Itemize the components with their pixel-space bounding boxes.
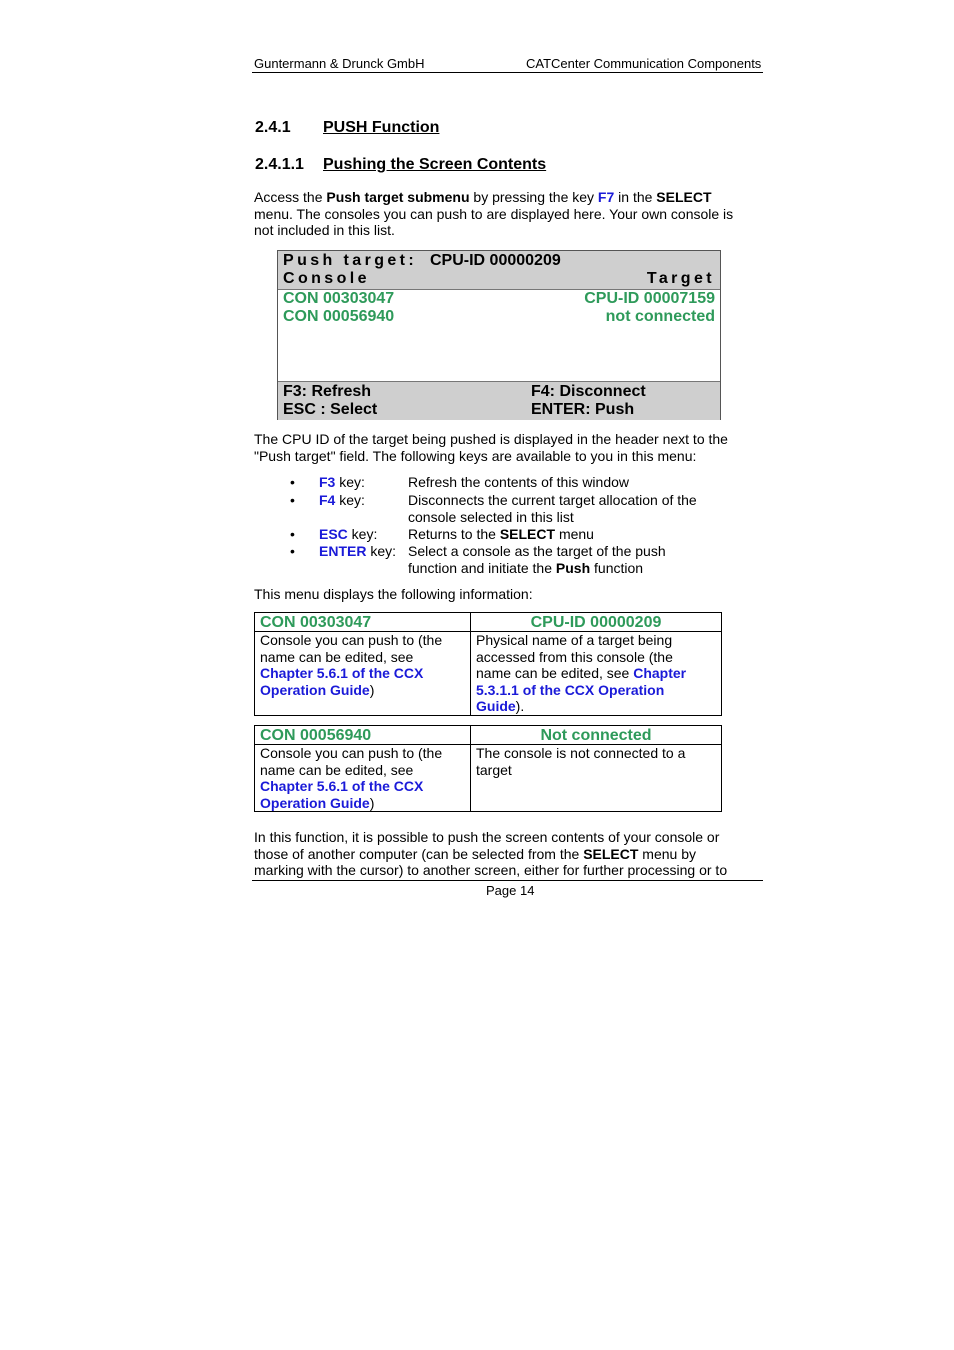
closing-line: In this function, it is possible to push the screen contents of your console or bbox=[254, 829, 720, 845]
screen-title-value: CPU-ID 00000209 bbox=[430, 252, 561, 269]
chapter-link[interactable]: Chapter 5.6.1 of the CCX Operation Guide bbox=[260, 665, 424, 698]
page-number: Page 14 bbox=[486, 883, 535, 898]
push-target-screen bbox=[277, 250, 721, 420]
key-description-line bbox=[408, 560, 728, 577]
intro-text: in the bbox=[614, 189, 657, 205]
header-document-title: CATCenter Communication Components bbox=[526, 56, 762, 71]
key-description-bold: Push bbox=[555, 559, 591, 576]
key-description bbox=[408, 474, 728, 491]
footer-refresh: F3: Refresh bbox=[283, 383, 372, 400]
key-suffix: key: bbox=[335, 492, 365, 508]
subsection-number: 2.4.1.1 bbox=[255, 156, 304, 173]
key-name: ESC bbox=[319, 526, 348, 542]
key-description-text: function and initiate the bbox=[408, 559, 556, 576]
column-console: Console bbox=[283, 270, 370, 287]
key-description-text: Returns to the bbox=[408, 526, 500, 542]
footer-select: ESC : Select bbox=[283, 401, 378, 418]
screen-footer bbox=[278, 381, 720, 420]
section-heading bbox=[255, 119, 439, 137]
closing-text: menu by bbox=[638, 845, 697, 862]
cell-line: name can be edited, see bbox=[260, 648, 414, 665]
screen-header bbox=[278, 251, 720, 290]
key-description-line: Select a console as the target of the push bbox=[408, 543, 666, 559]
displays-intro: This menu displays the following information: bbox=[254, 586, 533, 602]
key-description-text: menu bbox=[555, 526, 594, 542]
section-number: 2.4.1 bbox=[255, 119, 291, 136]
info-table-2 bbox=[254, 725, 722, 812]
key-description-bold: SELECT bbox=[499, 526, 556, 542]
footer-disconnect: F4: Disconnect bbox=[531, 383, 646, 400]
header-rule bbox=[252, 72, 763, 73]
table-cell-console-desc bbox=[255, 745, 471, 812]
chapter-link[interactable]: Chapter 5.6.1 of the CCX Operation Guide bbox=[260, 778, 424, 811]
key-description bbox=[408, 526, 728, 543]
cell-text: name can be edited, see bbox=[476, 665, 634, 681]
key-description-line: console selected in this list bbox=[408, 508, 574, 525]
bullet: • bbox=[290, 543, 295, 559]
key-description bbox=[408, 492, 728, 525]
intro-key: F7 bbox=[597, 189, 615, 205]
key-name: F4 bbox=[319, 492, 336, 508]
intro-paragraph bbox=[254, 189, 764, 239]
closing-line bbox=[254, 846, 764, 863]
cell-line: name can be edited, see bbox=[260, 761, 414, 778]
subsection-heading bbox=[255, 156, 546, 174]
footer-rule bbox=[252, 880, 763, 881]
cell-line: Physical name of a target being bbox=[476, 632, 673, 648]
cell-text: ) bbox=[369, 794, 375, 811]
footer-push: ENTER: Push bbox=[531, 401, 635, 418]
cell-line: Console you can push to (the bbox=[260, 745, 443, 761]
bullet: • bbox=[290, 526, 295, 542]
info-table-1 bbox=[254, 612, 722, 716]
description-line: "Push target" field. The following keys are available to you in this menu: bbox=[254, 447, 697, 464]
closing-paragraph bbox=[254, 829, 764, 879]
header-company: Guntermann & Drunck GmbH bbox=[254, 56, 425, 71]
key-suffix: key: bbox=[366, 543, 397, 559]
table-cell-console-desc bbox=[255, 632, 471, 716]
table-head-console: CON 00056940 bbox=[255, 726, 471, 745]
intro-bold: Push target submenu bbox=[326, 189, 470, 205]
table-cell-target-desc: The console is not connected to a target bbox=[471, 745, 722, 812]
bullet: • bbox=[290, 492, 295, 508]
cell-line: Console you can push to (the bbox=[260, 632, 443, 648]
screen-row-target: CPU-ID 00007159 bbox=[584, 290, 715, 307]
intro-text: Access the bbox=[254, 189, 327, 205]
intro-bold: SELECT bbox=[656, 189, 712, 205]
subsection-title: Pushing the Screen Contents bbox=[323, 156, 547, 173]
table-head-target: CPU-ID 00000209 bbox=[471, 613, 722, 632]
bullet: • bbox=[290, 474, 295, 490]
closing-line: marking with the cursor) to another screen, either for further processing or to bbox=[254, 862, 728, 878]
key-description bbox=[408, 543, 728, 576]
description-paragraph bbox=[254, 431, 764, 464]
cell-line: accessed from this console (the bbox=[476, 648, 673, 665]
key-suffix: key: bbox=[335, 474, 365, 490]
key-name: ENTER bbox=[319, 543, 367, 559]
key-item bbox=[319, 526, 377, 542]
cell-text: ). bbox=[515, 698, 525, 714]
key-description-text: function bbox=[590, 559, 644, 576]
cell-text: ) bbox=[369, 681, 375, 698]
screen-row-target: not connected bbox=[605, 308, 715, 325]
closing-text: those of another computer (can be selected from the bbox=[254, 845, 584, 862]
key-suffix: key: bbox=[347, 526, 378, 542]
section-title: PUSH Function bbox=[323, 119, 440, 136]
key-name: F3 bbox=[319, 474, 336, 490]
intro-text: by pressing the key bbox=[469, 189, 598, 205]
chapter-link[interactable]: Chapter 5.3.1.1 of the CCX Operation Guide bbox=[476, 665, 687, 714]
intro-line: menu. The consoles you can push to are displayed here. Your own console is bbox=[254, 205, 734, 222]
screen-row-console: CON 00056940 bbox=[283, 308, 395, 325]
key-description-line: Disconnects the current target allocation of the bbox=[408, 492, 697, 508]
description-line: The CPU ID of the target being pushed is displayed in the header next to the bbox=[254, 431, 728, 447]
intro-line: not included in this list. bbox=[254, 222, 395, 238]
screen-row-console: CON 00303047 bbox=[283, 290, 395, 307]
key-item bbox=[319, 543, 396, 559]
table-head-target: Not connected bbox=[471, 726, 722, 745]
key-item bbox=[319, 474, 365, 490]
screen-title-label: Push target: bbox=[283, 252, 418, 269]
key-item bbox=[319, 492, 365, 508]
closing-bold: SELECT bbox=[583, 845, 639, 862]
table-cell-target-desc bbox=[471, 632, 722, 716]
column-target: Target bbox=[646, 270, 715, 287]
key-description-line: Refresh the contents of this window bbox=[408, 474, 630, 490]
table-head-console: CON 00303047 bbox=[255, 613, 471, 632]
